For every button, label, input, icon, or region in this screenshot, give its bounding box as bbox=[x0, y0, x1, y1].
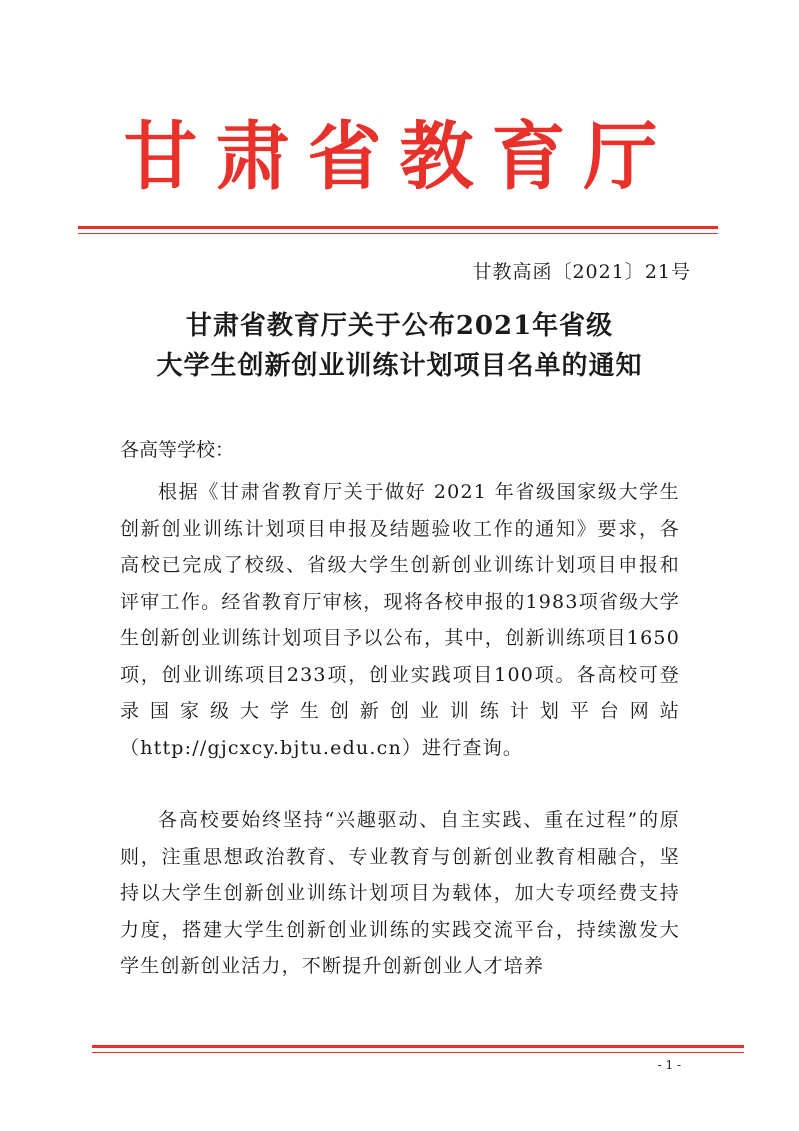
page-number: - 1 - bbox=[657, 1058, 681, 1072]
footer-divider-thin bbox=[92, 1052, 744, 1053]
letterhead-divider-thick bbox=[78, 226, 718, 229]
body-paragraph-2: 各高校要始终坚持“兴趣驱动、自主实践、重在过程”的原则，注重思想政治教育、专业教育与创新创业教育相融合，坚持以大学生创新创业训练计划项目为载体，加大专项经费支持力度，搭建大学生创新创业训练的实践交流平台，持续激发大学生创新创业活力，不断提升创新创业人才培养 bbox=[120, 809, 680, 977]
letterhead-title: 甘肃省教育厅 bbox=[123, 114, 676, 200]
body-paragraph-1: 根据《甘肃省教育厅关于做好 2021 年省级国家级大学生创新创业训练计划项目申报及结题验收工作的通知》要求，各高校已完成了校级、省级大学生创新创业训练计划项目申报和评审工作。经省教育厅审核，现将各校申报的1983项省级大学生创新创业训练计划项目予以公布，其中，创新训练项目1650项，创业训练项目233项，创业实践项目100项。各高校可登录国家级大学生创新创业训练计划平台网站（http://gjcxcy.bjtu.edu.cn）进行查询。 bbox=[120, 481, 680, 759]
document-title-line-2: 大学生创新创业训练计划项目名单的通知 bbox=[156, 351, 643, 381]
document-number: 甘教高函〔2021〕21号 bbox=[472, 261, 691, 283]
footer-divider-thick bbox=[92, 1045, 744, 1048]
document-title bbox=[0, 306, 799, 386]
document-title-line-1: 甘肃省教育厅关于公布2021年省级 bbox=[185, 311, 614, 341]
addressee: 各高等学校： bbox=[120, 439, 235, 461]
letterhead-divider-thin bbox=[78, 233, 718, 234]
